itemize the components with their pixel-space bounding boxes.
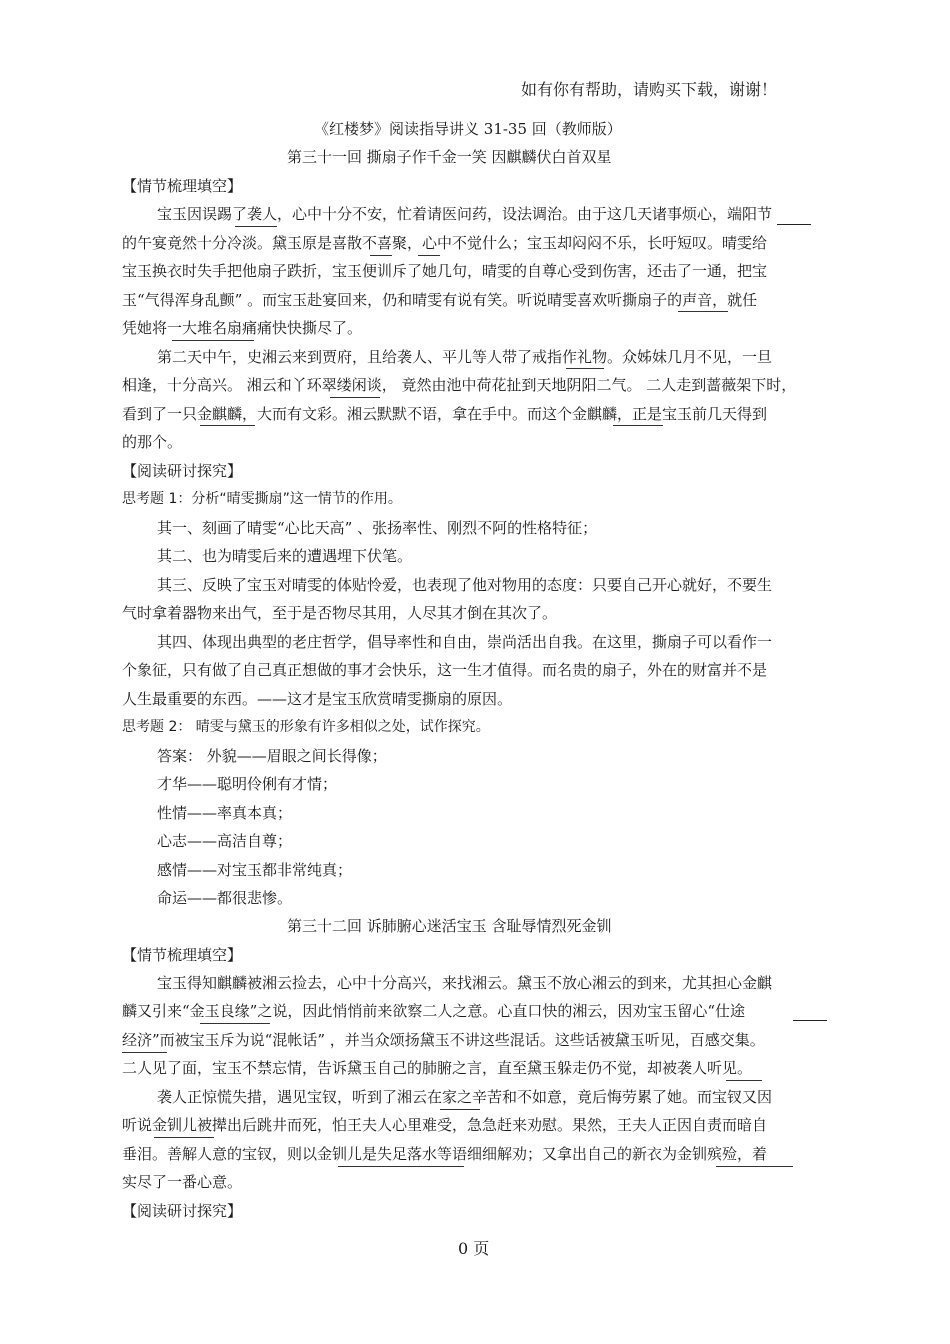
answer-line: 感情——对宝玉都非常纯真； <box>157 861 353 879</box>
answer-line: 其三、反映了宝玉对晴雯的体贴怜爱，也表现了他对物用的态度：只要自己开心就好，不要生 <box>157 576 773 594</box>
paragraph-line: 相逢，十分高兴。 湘云和丫环翠缕闲谈， 竟然由池中荷花扯到天地阴阳二气。 二人走到蔷薇架下时， <box>122 376 797 394</box>
paragraph-line: 宝玉得知麒麟被湘云捡去，心中十分高兴，来找湘云。黛玉不放心湘云的到来，尤其担心金麒 <box>157 974 773 992</box>
paragraph-line: 袭人正惊慌失措，遇见宝钗，听到了湘云在家之辛苦和不如意，竟后悔劳累了她。而宝钗又因 <box>157 1088 773 1106</box>
fill-underline <box>200 1023 270 1024</box>
paragraph-line: 玉“气得浑身乱颤” 。而宝玉赴宴回来，仍和晴雯有说有笑。听说晴雯喜欢听撕扇子的声音，就任 <box>122 291 758 309</box>
header-note: 如有你有帮助，请购买下载，谢谢！ <box>521 80 778 99</box>
fill-underline <box>330 397 380 398</box>
section-plot-heading: 【情节梳理填空】 <box>122 177 243 195</box>
fill-underline <box>235 226 277 227</box>
paragraph-line: 宝玉换衣时失手把他扇子跌折，宝玉便训斥了她几句，晴雯的自尊心受到伤害，还击了一通，把宝 <box>122 262 768 280</box>
paragraph-line: 二人见了面，宝玉不禁忘情，告诉黛玉自己的肺腑之言，直至黛玉躲走仍不觉，却被袭人听见。 <box>122 1059 753 1077</box>
fill-underline <box>154 1137 214 1138</box>
answer-line: 心志——高洁自尊； <box>157 832 293 850</box>
chapter-32-heading: 第三十二回 诉肺腑心迷活宝玉 含耻辱情烈死金钏 <box>287 917 612 935</box>
fill-underline <box>716 1166 793 1167</box>
paragraph-line: 的那个。 <box>122 433 183 451</box>
fill-underline <box>440 1109 480 1110</box>
answer-line: 才华——聪明伶俐有才情； <box>157 775 338 793</box>
answer-line: 答案： 外貌——眉眼之间长得像； <box>157 747 387 765</box>
fill-underline <box>678 311 728 312</box>
section-study-heading: 【阅读研讨探究】 <box>122 1202 243 1220</box>
fill-underline <box>338 1166 464 1167</box>
paragraph-line: 经济”而被宝玉斥为说“混帐话” ，并当众颂扬黛玉不讲这些混话。这些话被黛玉听见，百感交集。 <box>122 1031 765 1049</box>
paragraph-line: 第二天中午，史湘云来到贾府，且给袭人、平儿等人带了戒指作礼物。众姊妹几月不见，一旦 <box>157 348 773 366</box>
paragraph-line: 麟又引来“金玉良缘”之说，因此悄悄前来欲察二人之意。心直口快的湘云，因劝宝玉留心“仕途 <box>122 1002 746 1020</box>
fill-underline <box>122 1052 167 1053</box>
fill-underline <box>613 425 663 426</box>
fill-underline <box>172 340 254 341</box>
paragraph-line: 宝玉因误踢了袭人，心中十分不安，忙着请医问药，设法调治。由于这几天诸事烦心，端阳节 <box>157 205 773 223</box>
section-study-heading: 【阅读研讨探究】 <box>122 462 243 480</box>
answer-blank <box>777 224 811 225</box>
question-1: 思考题 1：分析“晴雯撕扇”这一情节的作用。 <box>122 491 402 507</box>
question-2: 思考题 2： 晴雯与黛玉的形象有许多相似之处，试作探究。 <box>122 719 490 735</box>
paragraph-line: 的午宴竟然十分冷淡。黛玉原是喜散不喜聚，心中不觉什么；宝玉却闷闷不乐，长吁短叹。晴雯给 <box>122 234 768 252</box>
fill-underline <box>418 255 440 256</box>
paragraph-line: 实尽了一番心意。 <box>122 1173 243 1191</box>
page-number: 0 页 <box>458 1239 490 1258</box>
answer-line: 个象征，只有做了自己真正想做的事才会快乐，这一生才值得。而名贵的扇子，外在的财富并不是 <box>122 661 768 679</box>
answer-blank <box>793 1020 827 1021</box>
document-title: 《红楼梦》阅读指导讲义 31-35 回（教师版） <box>314 120 622 138</box>
paragraph-line: 凭她将一大堆名扇痛痛快快撕尽了。 <box>122 319 363 337</box>
answer-line: 命运——都很悲惨。 <box>157 889 293 907</box>
answer-line: 气时拿着器物来出气，至于是否物尽其用，人尽其才倒在其次了。 <box>122 604 558 622</box>
answer-line: 性情——率真本真； <box>157 804 293 822</box>
fill-underline <box>370 255 392 256</box>
fill-underline <box>200 425 255 426</box>
chapter-31-heading: 第三十一回 撕扇子作千金一笑 因麒麟伏白首双星 <box>287 148 612 166</box>
fill-underline <box>726 1080 762 1081</box>
answer-line: 其四、体现出典型的老庄哲学，倡导率性和自由，崇尚活出自我。在这里，撕扇子可以看作一 <box>157 633 773 651</box>
fill-underline <box>566 368 604 369</box>
paragraph-line: 垂泪。善解人意的宝钗，则以金钏儿是失足落水等语细细解劝；又拿出自己的新衣为金钏殡殓，着 <box>122 1145 768 1163</box>
answer-line: 其一、刻画了晴雯“心比天高” 、张扬率性、刚烈不阿的性格特征； <box>157 519 598 537</box>
section-plot-heading: 【情节梳理填空】 <box>122 946 243 964</box>
answer-line: 其二、也为晴雯后来的遭遇埋下伏笔。 <box>157 547 413 565</box>
paragraph-line: 看到了一只金麒麟，大而有文彩。湘云默默不语，拿在手中。而这个金麒麟，正是宝玉前几天得到 <box>122 405 768 423</box>
paragraph-line: 听说金钏儿被撵出后跳井而死，怕王夫人心里难受，急急赶来劝慰。果然，王夫人正因自责而暗自 <box>122 1116 768 1134</box>
answer-line: 人生最重要的东西。——这才是宝玉欣赏晴雯撕扇的原因。 <box>122 690 513 708</box>
